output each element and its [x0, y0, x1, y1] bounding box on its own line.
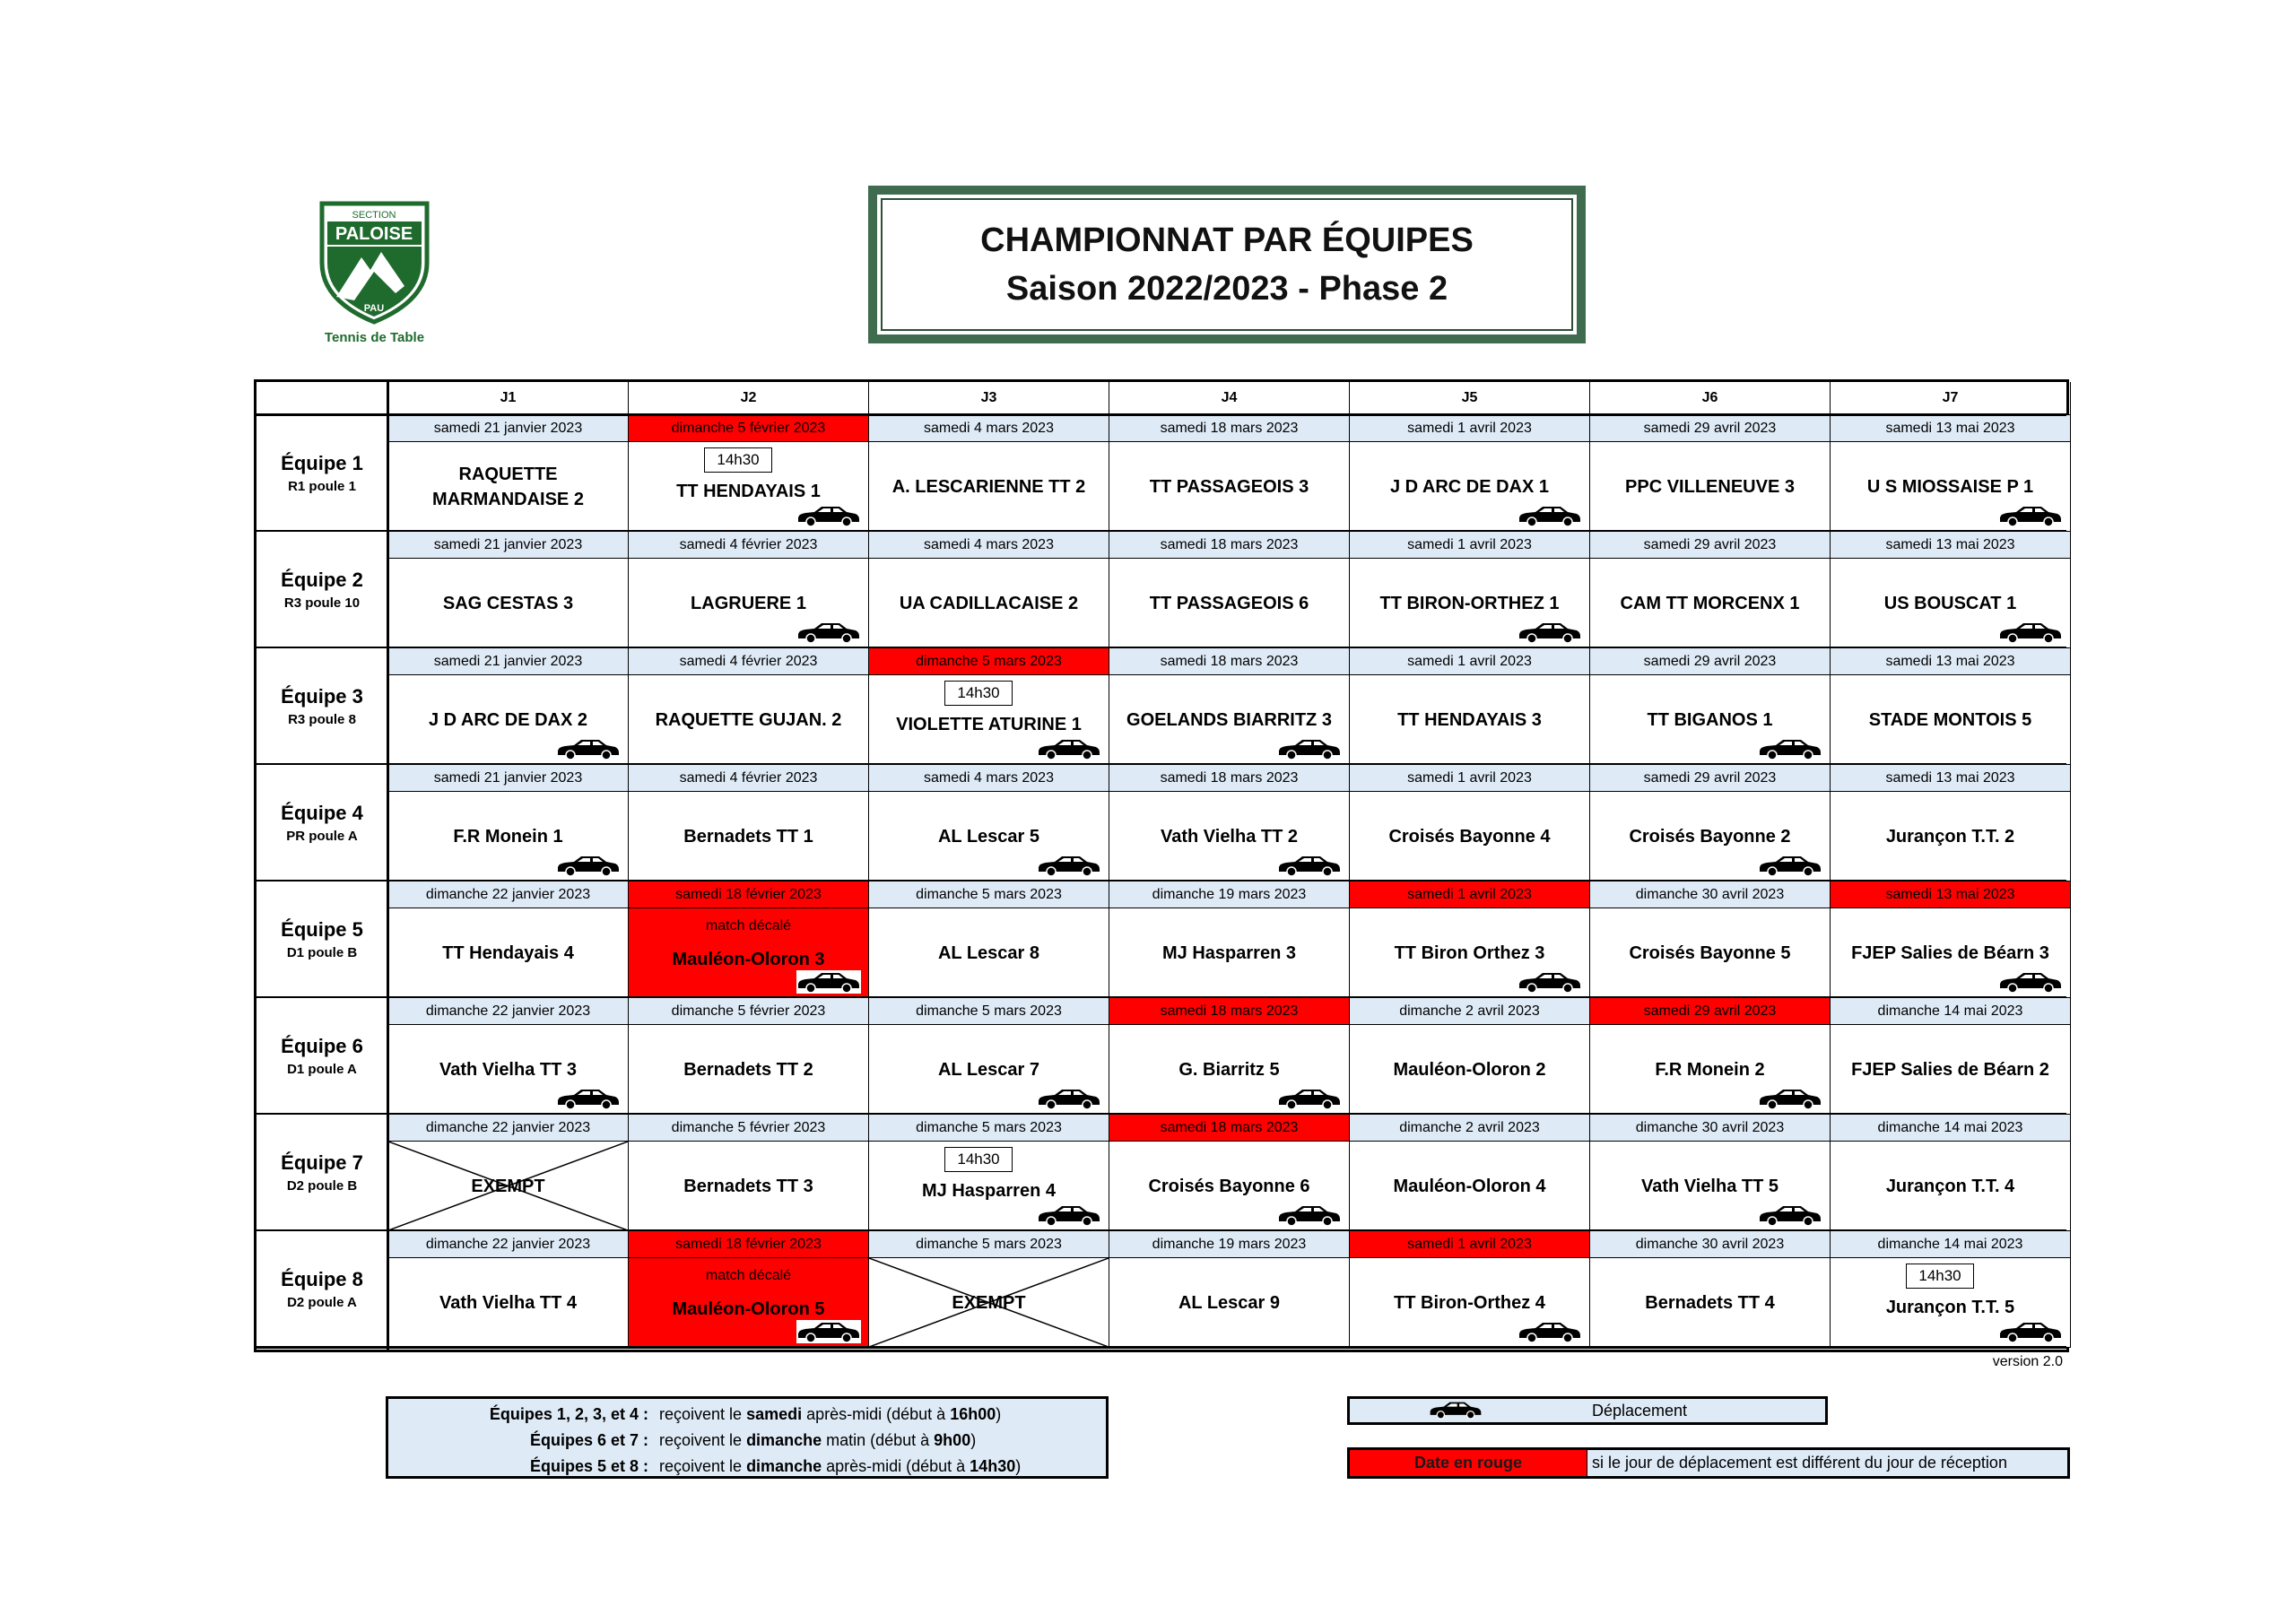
time-badge: 14h30 — [1906, 1264, 1974, 1289]
opponent-name: Mauléon-Oloron 3 — [672, 949, 825, 969]
opponent-name: J D ARC DE DAX 2 — [428, 709, 588, 730]
car-icon — [1277, 1087, 1342, 1110]
car-icon — [556, 854, 621, 877]
car-icon — [1758, 1087, 1822, 1110]
team-pool: D2 poule B — [286, 1178, 358, 1194]
car-icon — [1518, 1320, 1582, 1343]
match-cell[interactable] — [1831, 792, 2071, 881]
match-date: samedi 1 avril 2023 — [1350, 881, 1590, 908]
legend-home-label: Équipes 5 et 8 : — [529, 1457, 648, 1475]
opponent-name: AL Lescar 5 — [937, 826, 1040, 847]
match-date: samedi 21 janvier 2023 — [388, 532, 629, 559]
car-icon — [1998, 504, 2063, 527]
match-date: dimanche 30 avril 2023 — [1590, 1115, 1831, 1142]
opponent-name: Vath Vielha TT 4 — [439, 1292, 578, 1313]
team-name: Équipe 1 — [281, 452, 363, 474]
opponent-name: TT HENDAYAIS 1 — [676, 481, 821, 501]
match-cell[interactable] — [1590, 792, 1831, 881]
match-cell[interactable] — [1350, 1258, 1590, 1348]
car-icon — [1758, 1203, 1822, 1227]
team-label — [257, 998, 388, 1115]
match-date: samedi 1 avril 2023 — [1350, 532, 1590, 559]
svg-text:PAU: PAU — [363, 303, 385, 314]
match-date: dimanche 2 avril 2023 — [1350, 998, 1590, 1025]
match-date: samedi 4 mars 2023 — [869, 415, 1109, 442]
match-date: dimanche 22 janvier 2023 — [388, 998, 629, 1025]
match-cell[interactable] — [1831, 675, 2071, 765]
match-cell[interactable] — [1590, 675, 1831, 765]
match-cell[interactable] — [1350, 908, 1590, 998]
match-date: dimanche 22 janvier 2023 — [388, 1231, 629, 1258]
match-cell[interactable] — [1590, 1025, 1831, 1115]
match-cell[interactable] — [629, 675, 869, 765]
opponent-name: AL Lescar 8 — [937, 942, 1040, 963]
team-label — [257, 1231, 388, 1348]
match-cell[interactable] — [388, 908, 629, 998]
title-box — [868, 186, 1586, 343]
opponent-name: TT Biron-Orthez 4 — [1394, 1292, 1545, 1313]
opponent-name: TT PASSAGEOIS 3 — [1149, 476, 1309, 497]
match-cell[interactable] — [1350, 675, 1590, 765]
match-date: samedi 21 janvier 2023 — [388, 415, 629, 442]
opponent-name: US BOUSCAT 1 — [1883, 593, 2017, 613]
opponent-name: MJ Hasparren 3 — [1162, 942, 1296, 963]
legend-home-value: reçoivent le dimanche après-midi (début à 14h30) — [659, 1457, 1022, 1475]
match-date: dimanche 14 mai 2023 — [1831, 998, 2071, 1025]
team-name: Équipe 2 — [281, 569, 363, 591]
car-icon — [556, 1087, 621, 1110]
opponent-name: TT BIRON-ORTHEZ 1 — [1379, 593, 1560, 613]
team-name: Équipe 7 — [281, 1151, 363, 1174]
opponent-name: TT HENDAYAIS 3 — [1397, 709, 1542, 730]
match-date: samedi 18 février 2023 — [629, 881, 869, 908]
opponent-name: Mauléon-Oloron 4 — [1393, 1176, 1546, 1196]
exempt-label: EXEMPT — [952, 1292, 1026, 1313]
version-label: version 2.0 — [1992, 1354, 2063, 1369]
legend-home-value: reçoivent le samedi après-midi (début à 16h00) — [659, 1405, 1002, 1423]
match-date: samedi 29 avril 2023 — [1590, 765, 1831, 792]
car-icon — [1037, 1203, 1101, 1227]
opponent-name: F.R Monein 2 — [1655, 1059, 1765, 1080]
car-icon — [1277, 737, 1342, 760]
match-cell[interactable] — [629, 1258, 869, 1348]
match-date: samedi 1 avril 2023 — [1350, 648, 1590, 675]
opponent-name: FJEP Salies de Béarn 2 — [1851, 1059, 2049, 1080]
opponent-name: AL Lescar 9 — [1178, 1292, 1281, 1313]
match-date: dimanche 30 avril 2023 — [1590, 1231, 1831, 1258]
match-date: dimanche 19 mars 2023 — [1109, 881, 1350, 908]
car-icon — [796, 1320, 861, 1343]
team-name: Équipe 5 — [281, 918, 363, 941]
opponent-name: Bernadets TT 3 — [683, 1176, 813, 1196]
match-date: dimanche 2 avril 2023 — [1350, 1115, 1590, 1142]
legend-travel — [1347, 1396, 1828, 1425]
opponent-name: F.R Monein 1 — [453, 826, 563, 847]
opponent-name: GOELANDS BIARRITZ 3 — [1126, 709, 1332, 730]
match-cell[interactable] — [1350, 1142, 1590, 1231]
match-cell[interactable] — [629, 559, 869, 648]
match-cell[interactable] — [388, 1025, 629, 1115]
team-label — [257, 881, 388, 998]
opponent-name: RAQUETTE GUJAN. 2 — [655, 709, 842, 730]
match-date: samedi 1 avril 2023 — [1350, 415, 1590, 442]
legend-home-row — [388, 1428, 1106, 1453]
opponent-name: Bernadets TT 4 — [1645, 1292, 1775, 1313]
car-icon — [1998, 1320, 2063, 1343]
team-name: Équipe 4 — [281, 802, 363, 824]
match-cell[interactable] — [869, 908, 1109, 998]
match-date: dimanche 5 mars 2023 — [869, 881, 1109, 908]
opponent-name: U S MIOSSAISE P 1 — [1866, 476, 2034, 497]
opponent-name: PPC VILLENEUVE 3 — [1625, 476, 1795, 497]
match-date: samedi 13 mai 2023 — [1831, 648, 2071, 675]
match-cell[interactable] — [629, 442, 869, 532]
match-date: dimanche 19 mars 2023 — [1109, 1231, 1350, 1258]
car-icon — [1758, 854, 1822, 877]
match-cell[interactable] — [1109, 559, 1350, 648]
match-cell[interactable] — [629, 1142, 869, 1231]
match-date: dimanche 5 mars 2023 — [869, 1115, 1109, 1142]
match-date: samedi 18 mars 2023 — [1109, 532, 1350, 559]
legend-red-text: si le jour de déplacement est différent du jour de réception — [1592, 1454, 2007, 1472]
logo-subtitle: Tennis de Table — [324, 330, 425, 345]
team-pool: R3 poule 10 — [283, 595, 361, 611]
team-name: Équipe 8 — [281, 1268, 363, 1290]
team-label — [257, 1115, 388, 1231]
team-pool: R1 poule 1 — [288, 479, 356, 494]
legend-home-label: Équipes 6 et 7 : — [529, 1431, 648, 1449]
opponent-name: A. LESCARIENNE TT 2 — [891, 476, 1086, 497]
opponent-name: Croisés Bayonne 6 — [1148, 1176, 1310, 1196]
car-icon — [1758, 737, 1822, 760]
round-header: J4 — [1109, 382, 1350, 415]
car-icon — [1277, 854, 1342, 877]
opponent-name: G. Biarritz 5 — [1178, 1059, 1280, 1080]
match-date: dimanche 5 février 2023 — [629, 415, 869, 442]
match-cell[interactable] — [1109, 792, 1350, 881]
legend-home-label: Équipes 1, 2, 3, et 4 : — [489, 1405, 648, 1423]
match-date: samedi 4 mars 2023 — [869, 765, 1109, 792]
match-date: samedi 13 mai 2023 — [1831, 532, 2071, 559]
time-badge: 14h30 — [944, 681, 1013, 706]
team-pool: PR poule A — [286, 829, 358, 844]
match-cell[interactable] — [388, 675, 629, 765]
opponent-name: CAM TT MORCENX 1 — [1620, 593, 1800, 613]
match-date: samedi 18 mars 2023 — [1109, 998, 1350, 1025]
match-date: samedi 13 mai 2023 — [1831, 881, 2071, 908]
opponent-name: Jurançon T.T. 2 — [1885, 826, 2015, 847]
match-date: dimanche 30 avril 2023 — [1590, 881, 1831, 908]
match-cell[interactable] — [1831, 559, 2071, 648]
match-date: samedi 21 janvier 2023 — [388, 648, 629, 675]
match-cell[interactable] — [869, 792, 1109, 881]
match-cell[interactable] — [1350, 792, 1590, 881]
schedule-table — [254, 379, 2069, 1352]
shield-logo-icon — [318, 200, 430, 326]
match-date: dimanche 22 janvier 2023 — [388, 1115, 629, 1142]
match-date: dimanche 5 février 2023 — [629, 998, 869, 1025]
match-cell[interactable] — [629, 792, 869, 881]
car-icon — [1518, 504, 1582, 527]
match-cell[interactable] — [629, 1025, 869, 1115]
round-header: J3 — [869, 382, 1109, 415]
opponent-name: TT Hendayais 4 — [442, 942, 574, 963]
opponent-name: STADE MONTOIS 5 — [1868, 709, 2032, 730]
match-cell[interactable] — [1590, 442, 1831, 532]
opponent-name: Croisés Bayonne 4 — [1388, 826, 1551, 847]
car-icon — [1037, 1087, 1101, 1110]
time-badge: 14h30 — [704, 447, 772, 473]
opponent-name: AL Lescar 7 — [937, 1059, 1040, 1080]
match-cell[interactable] — [1590, 1142, 1831, 1231]
match-date: dimanche 5 mars 2023 — [869, 1231, 1109, 1258]
car-icon — [1037, 737, 1101, 760]
column-separator — [387, 382, 389, 1350]
opponent-name: Vath Vielha TT 5 — [1640, 1176, 1779, 1196]
team-label — [257, 532, 388, 648]
team-pool: D2 poule A — [287, 1295, 357, 1310]
round-header: J1 — [388, 382, 629, 415]
match-cell[interactable] — [388, 559, 629, 648]
match-cell[interactable] — [388, 1142, 629, 1231]
car-icon — [1518, 621, 1582, 644]
legend-home-value: reçoivent le dimanche matin (début à 9h00) — [659, 1431, 977, 1449]
match-cell[interactable] — [1109, 1142, 1350, 1231]
match-date: samedi 4 février 2023 — [629, 532, 869, 559]
match-date: samedi 18 février 2023 — [629, 1231, 869, 1258]
team-label — [257, 765, 388, 881]
match-cell[interactable] — [1590, 1258, 1831, 1348]
team-pool: D1 poule A — [287, 1062, 357, 1077]
opponent-name: Bernadets TT 1 — [683, 826, 813, 847]
car-icon — [796, 504, 861, 527]
opponent-name: TT Biron Orthez 3 — [1394, 942, 1545, 963]
match-cell[interactable] — [1109, 442, 1350, 532]
team-name: Équipe 6 — [281, 1035, 363, 1057]
match-cell[interactable] — [1590, 559, 1831, 648]
match-cell[interactable] — [1350, 442, 1590, 532]
match-cell[interactable] — [1831, 1258, 2071, 1348]
legend-home-times — [386, 1396, 1109, 1479]
team-pool: R3 poule 8 — [288, 712, 356, 727]
team-label — [257, 415, 388, 532]
match-date: samedi 1 avril 2023 — [1350, 1231, 1590, 1258]
team-label — [257, 648, 388, 765]
round-header: J2 — [629, 382, 869, 415]
match-cell[interactable] — [869, 1258, 1109, 1348]
match-date: samedi 18 mars 2023 — [1109, 415, 1350, 442]
opponent-name: UA CADILLACAISE 2 — [899, 593, 1079, 613]
legend-red-date — [1347, 1447, 2070, 1479]
opponent-name: Croisés Bayonne 5 — [1629, 942, 1791, 963]
page-subtitle: Saison 2022/2023 - Phase 2 — [1005, 270, 1448, 308]
match-cell[interactable] — [869, 559, 1109, 648]
opponent-name: RAQUETTE MARMANDAISE 2 — [432, 464, 584, 509]
round-header: J7 — [1831, 382, 2071, 415]
car-icon — [1277, 1203, 1342, 1227]
match-date: samedi 18 mars 2023 — [1109, 765, 1350, 792]
match-date: dimanche 14 mai 2023 — [1831, 1231, 2071, 1258]
match-cell[interactable] — [1831, 442, 2071, 532]
page-title: CHAMPIONNAT PAR ÉQUIPES — [980, 221, 1474, 259]
opponent-name: VIOLETTE ATURINE 1 — [896, 714, 1082, 734]
car-icon — [1998, 970, 2063, 994]
match-date: dimanche 14 mai 2023 — [1831, 1115, 2071, 1142]
car-icon — [1037, 854, 1101, 877]
legend-home-row — [388, 1402, 1106, 1427]
header-separator — [257, 413, 2066, 416]
match-cell[interactable] — [1109, 908, 1350, 998]
match-date: samedi 1 avril 2023 — [1350, 765, 1590, 792]
svg-text:SECTION: SECTION — [352, 210, 396, 221]
car-icon — [1998, 621, 2063, 644]
match-cell[interactable] — [629, 908, 869, 998]
team-pool: D1 poule B — [286, 945, 358, 960]
match-cell[interactable] — [869, 675, 1109, 765]
match-date: samedi 29 avril 2023 — [1590, 415, 1831, 442]
match-cell[interactable] — [1831, 908, 2071, 998]
match-note: match décalé — [705, 1268, 792, 1283]
round-header: J5 — [1350, 382, 1590, 415]
opponent-name: TT BIGANOS 1 — [1647, 709, 1773, 730]
match-cell[interactable] — [1350, 1025, 1590, 1115]
match-cell[interactable] — [388, 1258, 629, 1348]
match-cell[interactable] — [1109, 1258, 1350, 1348]
opponent-name: J D ARC DE DAX 1 — [1389, 476, 1550, 497]
match-date: dimanche 5 mars 2023 — [869, 648, 1109, 675]
match-date: samedi 4 février 2023 — [629, 765, 869, 792]
match-cell[interactable] — [1350, 559, 1590, 648]
opponent-name: Mauléon-Oloron 5 — [672, 1298, 825, 1319]
match-cell[interactable] — [388, 442, 629, 532]
legend-home-row — [388, 1454, 1106, 1479]
match-cell[interactable] — [869, 442, 1109, 532]
time-badge: 14h30 — [944, 1147, 1013, 1172]
legend-red-swatch: Date en rouge — [1350, 1450, 1587, 1476]
match-date: samedi 18 mars 2023 — [1109, 1115, 1350, 1142]
round-header: J6 — [1590, 382, 1831, 415]
opponent-name: Mauléon-Oloron 2 — [1393, 1059, 1546, 1080]
match-date: samedi 29 avril 2023 — [1590, 998, 1831, 1025]
match-date: dimanche 22 janvier 2023 — [388, 881, 629, 908]
match-date: samedi 21 janvier 2023 — [388, 765, 629, 792]
opponent-name: Jurançon T.T. 4 — [1885, 1176, 2015, 1196]
svg-text:PALOISE: PALOISE — [335, 224, 413, 244]
opponent-name: Vath Vielha TT 3 — [439, 1059, 578, 1080]
car-icon — [796, 621, 861, 644]
match-date: samedi 13 mai 2023 — [1831, 765, 2071, 792]
match-cell[interactable] — [1109, 675, 1350, 765]
match-cell[interactable] — [1109, 1025, 1350, 1115]
match-date: samedi 18 mars 2023 — [1109, 648, 1350, 675]
car-icon — [796, 970, 861, 994]
opponent-name: MJ Hasparren 4 — [922, 1180, 1056, 1201]
match-cell[interactable] — [1831, 1025, 2071, 1115]
car-icon — [1518, 970, 1582, 994]
table-corner — [257, 382, 388, 415]
match-cell[interactable] — [869, 1025, 1109, 1115]
team-name: Équipe 3 — [281, 685, 363, 708]
car-icon — [556, 737, 621, 760]
match-note: match décalé — [705, 918, 792, 934]
exempt-label: EXEMPT — [471, 1176, 545, 1196]
opponent-name: SAG CESTAS 3 — [442, 593, 574, 613]
match-cell[interactable] — [1831, 1142, 2071, 1231]
opponent-name: Vath Vielha TT 2 — [1160, 826, 1299, 847]
match-date: samedi 4 mars 2023 — [869, 532, 1109, 559]
match-date: dimanche 5 mars 2023 — [869, 998, 1109, 1025]
match-cell[interactable] — [869, 1142, 1109, 1231]
club-logo — [318, 200, 430, 348]
opponent-name: Jurançon T.T. 5 — [1885, 1297, 2015, 1317]
car-icon — [1429, 1400, 1483, 1420]
match-date: samedi 13 mai 2023 — [1831, 415, 2071, 442]
opponent-name: LAGRUERE 1 — [691, 593, 806, 613]
opponent-name: Croisés Bayonne 2 — [1629, 826, 1791, 847]
match-date: dimanche 5 février 2023 — [629, 1115, 869, 1142]
legend-travel-label: Déplacement — [1592, 1402, 1688, 1420]
row-separator — [257, 1346, 2066, 1349]
match-date: samedi 4 février 2023 — [629, 648, 869, 675]
match-cell[interactable] — [388, 792, 629, 881]
match-date: samedi 29 avril 2023 — [1590, 532, 1831, 559]
match-cell[interactable] — [1590, 908, 1831, 998]
opponent-name: TT PASSAGEOIS 6 — [1149, 593, 1309, 613]
opponent-name: Bernadets TT 2 — [683, 1059, 813, 1080]
match-date: samedi 29 avril 2023 — [1590, 648, 1831, 675]
opponent-name: FJEP Salies de Béarn 3 — [1851, 942, 2049, 963]
